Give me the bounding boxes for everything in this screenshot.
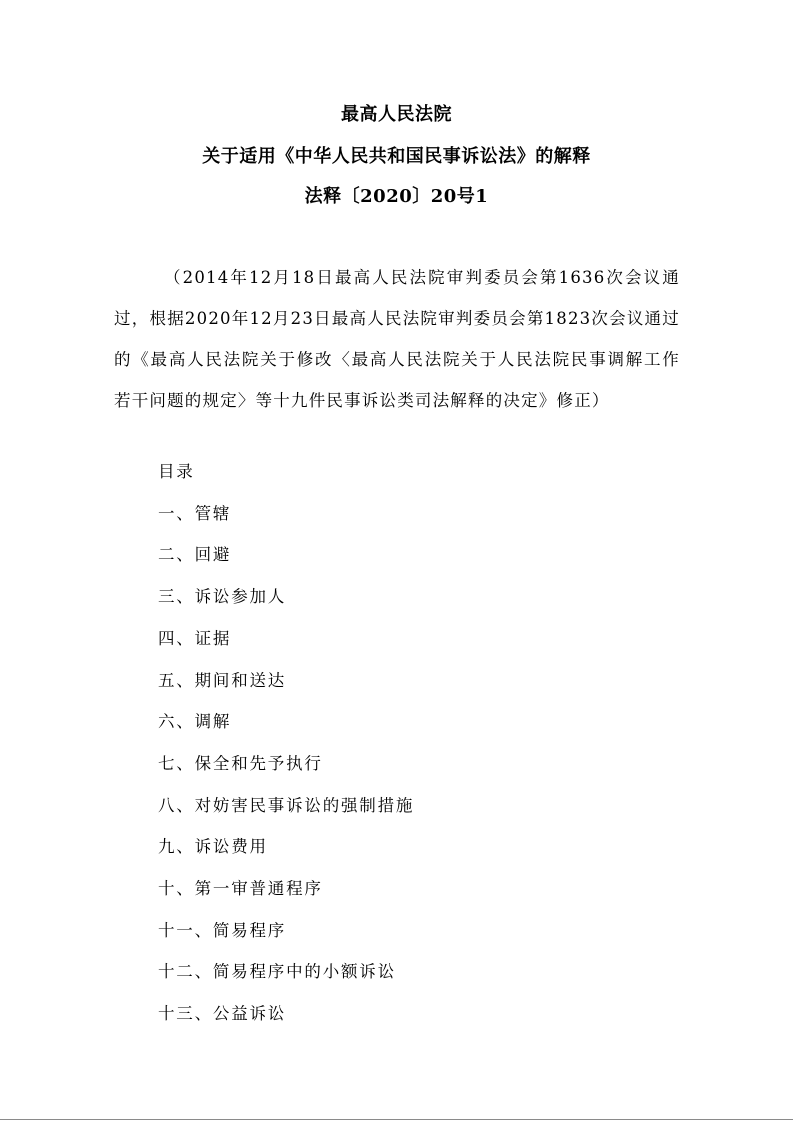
adoption-note: （2014年12月18日最高人民法院审判委员会第1636次会议通过，根据2020年12月23日最高人民法院审判委员会第1823次会议通过的《最高人民法院关于修改〈最高人民法院关于人民法院民事调解工作若干问题的规定〉等十九件民事诉讼类司法解释的决定》修正） <box>114 267 680 410</box>
table-of-contents <box>158 451 414 1035</box>
toc-item: 十三、公益诉讼 <box>158 1004 287 1024</box>
toc-item: 四、证据 <box>158 628 232 648</box>
toc-heading: 目录 <box>158 462 195 481</box>
toc-item: 二、回避 <box>158 545 232 565</box>
toc-item: 十、第一审普通程序 <box>158 879 323 899</box>
toc-item: 七、保全和先予执行 <box>158 753 323 773</box>
document-number: 法释〔2020〕20号1 <box>304 186 489 207</box>
toc-item: 三、诉讼参加人 <box>158 587 287 607</box>
toc-item: 十二、简易程序中的小额诉讼 <box>158 962 396 982</box>
toc-item: 一、管辖 <box>158 503 232 523</box>
toc-item: 八、对妨害民事诉讼的强制措施 <box>158 795 415 815</box>
page-bottom-divider <box>0 1119 793 1120</box>
document-title: 关于适用《中华人民共和国民事诉讼法》的解释 <box>202 146 591 167</box>
issuer-title: 最高人民法院 <box>341 104 452 125</box>
toc-item: 十一、简易程序 <box>158 920 287 940</box>
toc-item: 五、期间和送达 <box>158 670 287 690</box>
toc-item: 六、调解 <box>158 712 232 732</box>
toc-item: 九、诉讼费用 <box>158 837 268 857</box>
